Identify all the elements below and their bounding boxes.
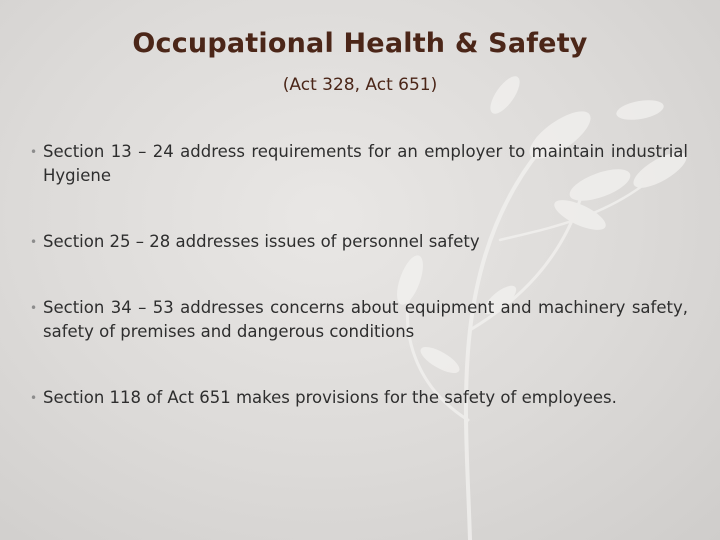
slide-subtitle: (Act 328, Act 651) — [282, 75, 438, 95]
bullet-marker-icon: • — [30, 391, 38, 405]
slide-title: Occupational Health & Safety — [132, 28, 588, 59]
bullet-list — [30, 140, 688, 452]
bullet-item-1 — [30, 140, 688, 188]
bullet-marker-icon: • — [30, 145, 38, 159]
bullet-text: Section 13 – 24 address requirements for an employer to maintain industrial Hygiene — [43, 142, 688, 185]
bullet-text: Section 118 of Act 651 makes provisions for the safety of employees. — [43, 388, 617, 407]
bullet-text: Section 25 – 28 addresses issues of personnel safety — [43, 232, 480, 251]
bullet-text: Section 34 – 53 addresses concerns about equipment and machinery safety, safety of premises and dangerous conditions — [43, 298, 688, 341]
bullet-marker-icon: • — [30, 301, 38, 315]
bullet-item-4 — [30, 386, 688, 410]
bullet-item-3 — [30, 296, 688, 344]
bullet-marker-icon: • — [30, 235, 38, 249]
bullet-item-2 — [30, 230, 688, 254]
